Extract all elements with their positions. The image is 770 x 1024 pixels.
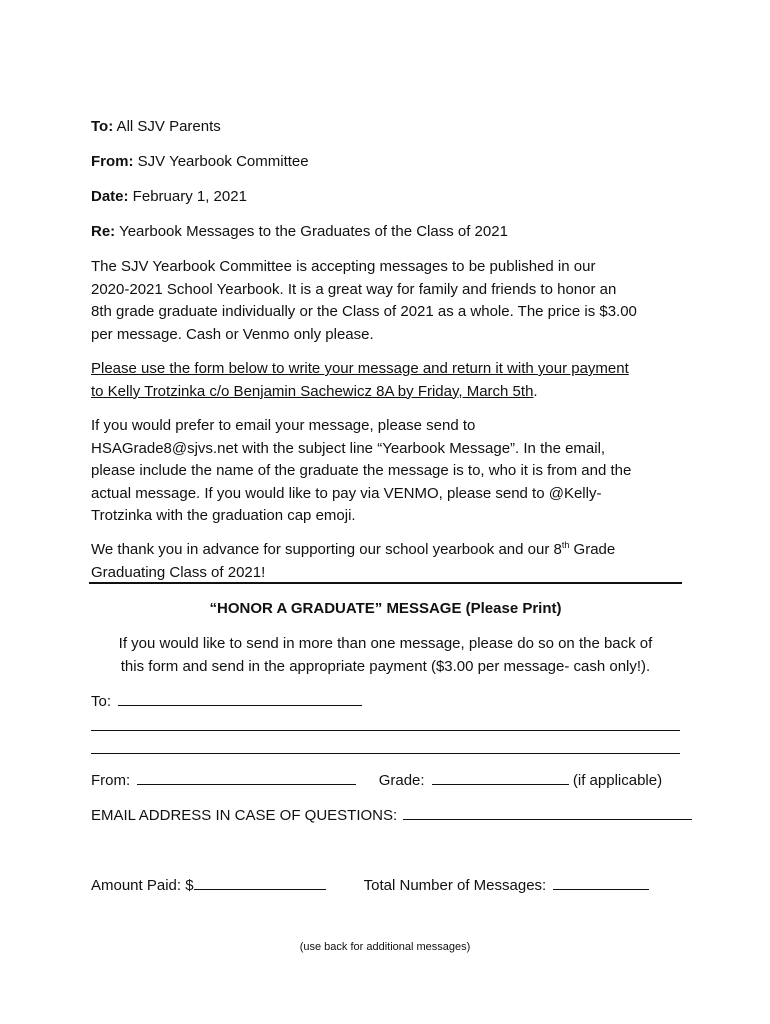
thanks-paragraph: [91, 539, 691, 584]
instructions-paragraph: [91, 358, 691, 403]
date-line: [91, 186, 247, 208]
message-input-line[interactable]: [91, 753, 680, 754]
to-field-row: [91, 691, 362, 713]
amount-label: Amount Paid: $: [91, 877, 194, 894]
email-input[interactable]: [403, 805, 692, 820]
from-value: SJV Yearbook Committee: [133, 153, 309, 170]
email-line: actual message. If you would like to pay via VENMO, please send to @Kelly-: [91, 484, 602, 502]
date-value: February 1, 2021: [128, 188, 247, 205]
to-line: [91, 116, 221, 138]
email-line: Trotzinka with the graduation cap emoji.: [91, 507, 356, 524]
from-grade-row: [91, 770, 662, 792]
amount-input[interactable]: [194, 875, 326, 890]
section-divider: [89, 582, 682, 584]
payment-row: [91, 875, 649, 897]
message-input-line[interactable]: [91, 730, 680, 731]
grade-input[interactable]: [432, 770, 569, 785]
grade-label: Grade:: [378, 772, 425, 789]
from-input[interactable]: [137, 770, 356, 785]
form-title: “HONOR A GRADUATE” MESSAGE (Please Print): [209, 600, 562, 617]
thanks-sup: th: [561, 540, 570, 550]
thanks-line: Graduating Class of 2021!: [91, 563, 266, 581]
from-line: [91, 151, 309, 173]
email-line: please include the name of the graduate the message is to, who it is from and the: [91, 462, 632, 479]
email-line: HSAGrade8@sjvs.net with the subject line “Yearbook Message”. In the email,: [91, 439, 606, 457]
footer-note: (use back for additional messages): [299, 941, 471, 953]
form-from-label: From:: [91, 772, 131, 789]
email-line: If you would prefer to email your message, please send to: [91, 417, 476, 434]
total-input[interactable]: [553, 875, 649, 890]
from-label: From:: [91, 153, 134, 170]
total-label: Total Number of Messages:: [363, 877, 547, 894]
to-input[interactable]: [118, 691, 362, 706]
re-value: Yearbook Messages to the Graduates of the Class of 2021: [115, 223, 508, 240]
form-instructions-line: If you would like to send in more than one message, please do so on the back of: [118, 635, 653, 652]
intro-paragraph: [91, 256, 691, 346]
instructions-line: Please use the form below to write your message and return it with your payment: [91, 360, 629, 377]
to-label: To:: [91, 118, 114, 135]
intro-line: 8th grade graduate individually or the Class of 2021 as a whole. The price is $3.00: [91, 303, 637, 320]
intro-line: 2020-2021 School Yearbook. It is a great way for family and friends to honor an: [91, 280, 617, 298]
grade-note: (if applicable): [572, 772, 663, 789]
re-line: [91, 221, 508, 243]
email-paragraph: [91, 415, 691, 528]
intro-line: per message. Cash or Venmo only please.: [91, 325, 374, 343]
form-instructions-line: this form and send in the appropriate payment ($3.00 per message- cash only!).: [120, 658, 651, 675]
instructions-line-tail: .: [533, 382, 538, 400]
thanks-line-post: Grade: [569, 541, 616, 558]
form-to-label: To:: [91, 693, 112, 710]
thanks-line-pre: We thank you in advance for supporting our school yearbook and our 8: [91, 541, 562, 558]
re-label: Re:: [91, 223, 116, 240]
date-label: Date:: [91, 188, 129, 205]
email-label: EMAIL ADDRESS IN CASE OF QUESTIONS:: [91, 807, 398, 824]
intro-line: The SJV Yearbook Committee is accepting messages to be published in our: [91, 258, 596, 275]
email-row: [91, 805, 692, 827]
to-value: All SJV Parents: [113, 118, 221, 135]
instructions-line-underlined: to Kelly Trotzinka c/o Benjamin Sachewicz 8A by Friday, March 5th: [91, 382, 534, 400]
